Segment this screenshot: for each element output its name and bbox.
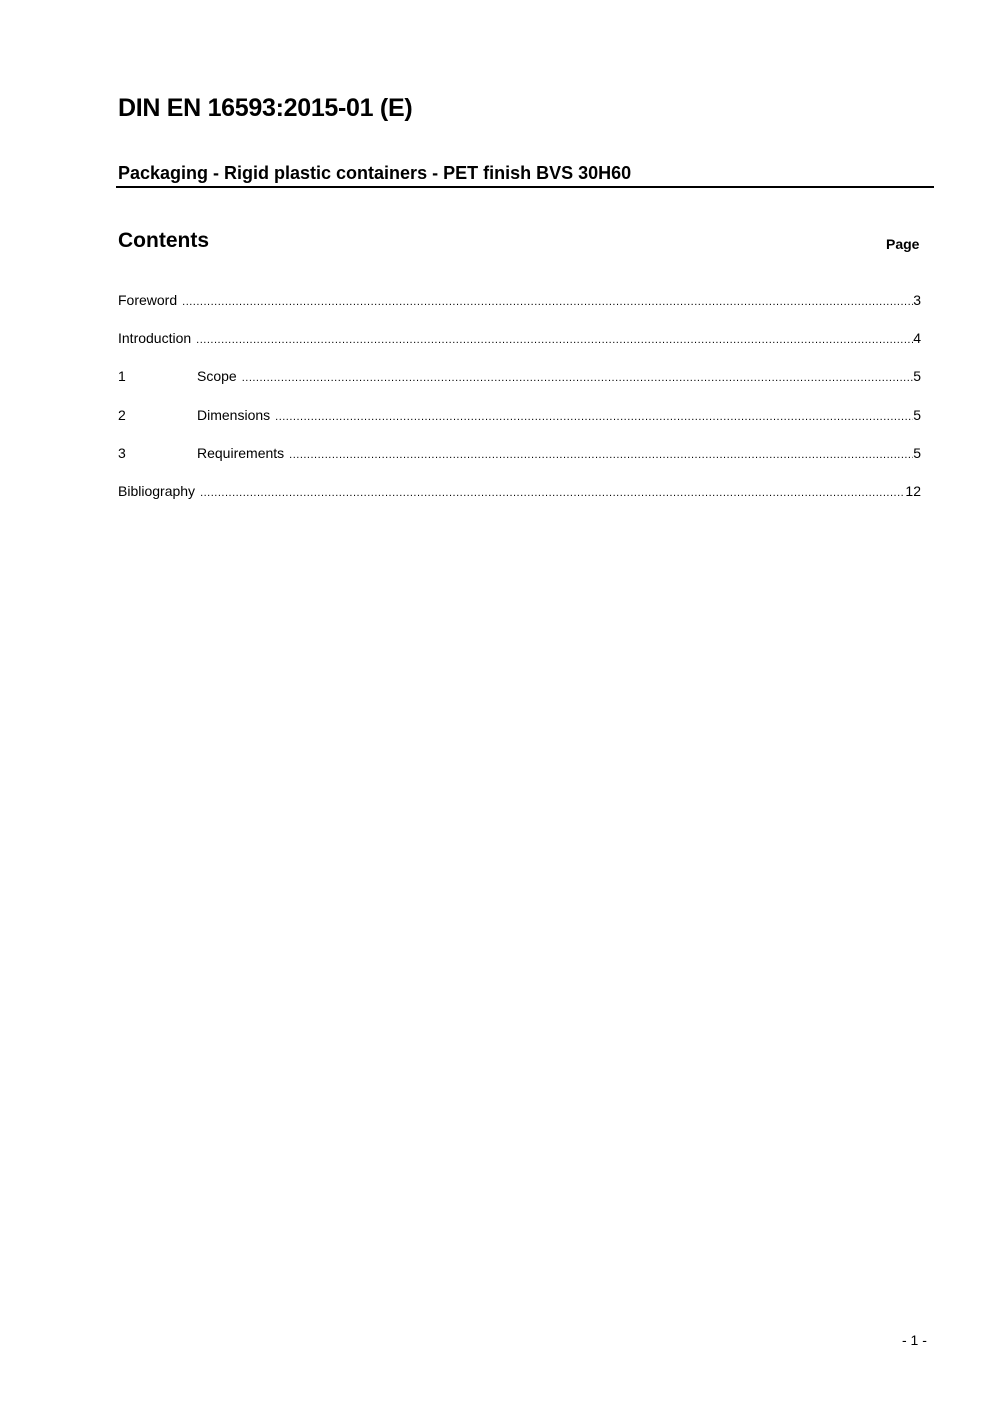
toc-entry-bibliography[interactable] <box>118 483 921 503</box>
toc-entry-dimensions[interactable] <box>118 407 921 427</box>
contents-heading: Contents <box>118 229 209 252</box>
page-number: - 1 - <box>902 1332 927 1348</box>
toc-entry-number: 1 <box>118 368 126 384</box>
toc-entry-introduction[interactable] <box>118 330 921 350</box>
document-title: DIN EN 16593:2015-01 (E) <box>118 94 413 122</box>
toc-entry-label: Scope <box>197 368 237 384</box>
toc-entry-page: 12 <box>905 483 921 499</box>
toc-entry-label: Dimensions <box>197 407 271 423</box>
toc-dot-leader <box>182 296 913 308</box>
toc-entry-label: Bibliography <box>118 483 196 499</box>
toc-dot-leader <box>275 411 913 423</box>
page-column-heading: Page <box>886 236 920 252</box>
toc-entry-label: Introduction <box>118 330 192 346</box>
toc-entry-number: 3 <box>118 445 126 461</box>
title-divider <box>116 186 934 188</box>
toc-entry-page: 3 <box>913 292 921 308</box>
toc-entry-label: Requirements <box>197 445 285 461</box>
toc-dot-leader <box>289 449 913 461</box>
toc-entry-foreword[interactable] <box>118 292 921 312</box>
toc-entry-number: 2 <box>118 407 126 423</box>
toc-entry-page: 5 <box>913 445 921 461</box>
toc-entry-page: 4 <box>913 330 921 346</box>
toc-entry-page: 5 <box>913 368 921 384</box>
toc-entry-scope[interactable] <box>118 368 921 388</box>
toc-entry-page: 5 <box>913 407 921 423</box>
toc-dot-leader <box>242 372 914 384</box>
toc-dot-leader <box>196 334 913 346</box>
document-subtitle: Packaging - Rigid plastic containers - PET finish BVS 30H60 <box>118 163 632 183</box>
toc-dot-leader <box>200 487 905 499</box>
toc-entry-label: Foreword <box>118 292 178 308</box>
toc-entry-requirements[interactable] <box>118 445 921 465</box>
